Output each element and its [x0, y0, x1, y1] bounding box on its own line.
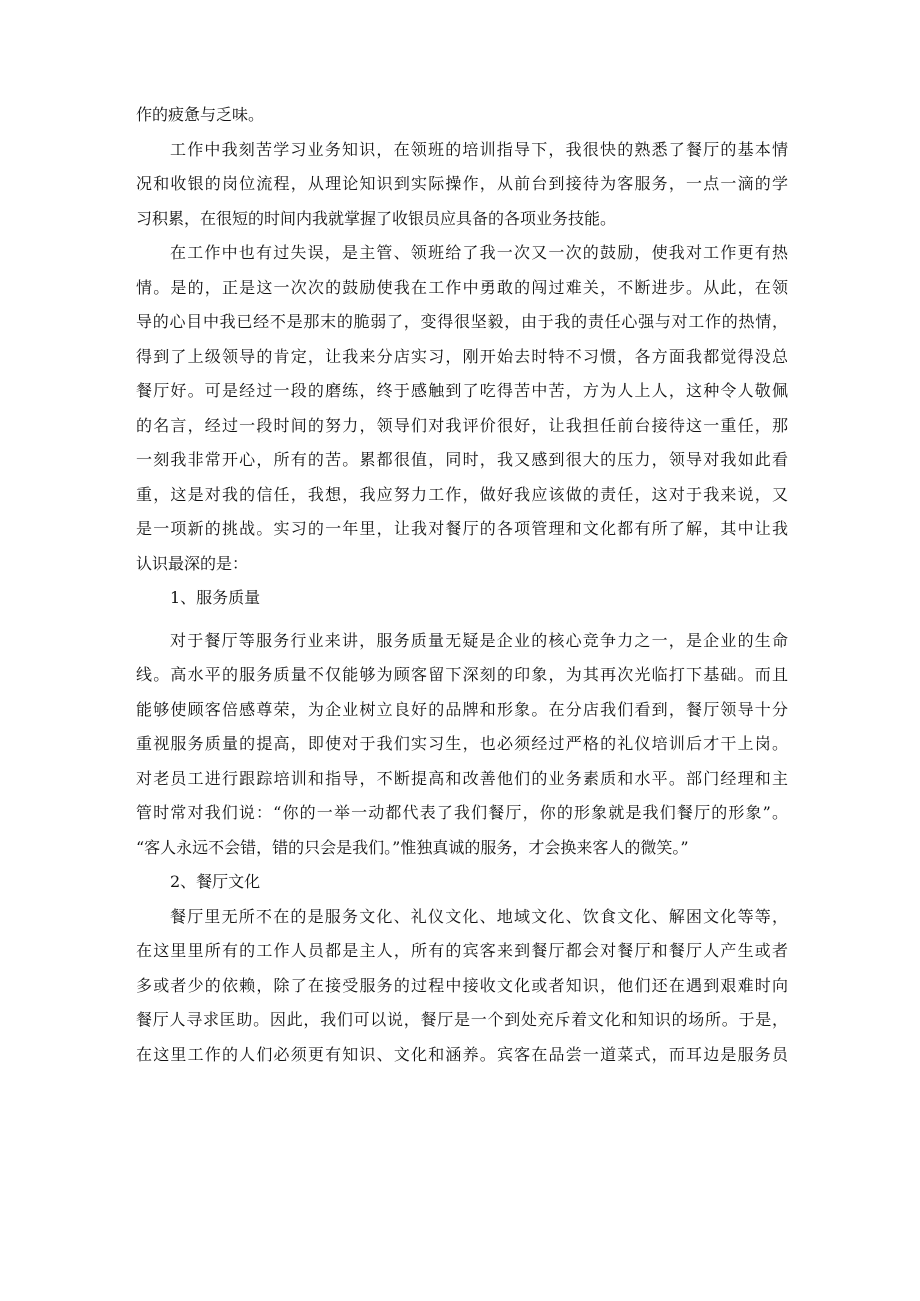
section-heading-restaurant-culture: 2、餐厅文化 [170, 872, 261, 891]
section-gap [136, 616, 788, 624]
paragraph-line: 能够使顾客倍感尊荣，为企业树立良好的品牌和形象。在分店我们看到，餐厅领导十分 [136, 699, 788, 719]
section-heading-service-quality: 1、服务质量 [170, 588, 261, 607]
paragraph-line: 餐厅里无所不在的是服务文化、礼仪文化、地域文化、饮食文化、解困文化等等， [170, 906, 788, 926]
paragraph-line: 对于餐厅等服务行业来讲，服务质量无疑是企业的核心竞争力之一，是企业的生命 [170, 630, 788, 650]
paragraph-line: 多或者少的依赖，除了在接受服务的过程中接收文化或者知识，他们还在遇到艰难时向 [136, 975, 788, 995]
paragraph-line: 情。是的，正是这一次次的鼓励使我在工作中勇敢的闯过难关，不断进步。从此，在领 [136, 277, 788, 297]
paragraph-line: “客人永远不会错，错的只会是我们。”惟独真诚的服务，才会换来客人的微笑。” [136, 837, 689, 857]
document-body [136, 98, 788, 1072]
paragraph-line: 重视服务质量的提高，即使对于我们实习生，也必须经过严格的礼仪培训后才干上岗。 [136, 734, 788, 753]
paragraph-study [136, 133, 788, 237]
paragraph-line: 认识最深的是： [136, 553, 249, 573]
paragraph-line: 管时常对我们说：“你的一举一动都代表了我们餐厅，你的形象就是我们餐厅的形象”。 [136, 803, 788, 822]
paragraph-line: 在这里里所有的工作人员都是主人，所有的宾客来到餐厅都会对餐厅和餐厅人产生或者 [136, 941, 788, 960]
paragraph-line: 对老员工进行跟踪培训和指导，不断提高和改善他们的业务素质和水平。部门经理和主 [136, 768, 788, 788]
paragraph-service [136, 624, 788, 866]
paragraph-line: 工作中我刻苦学习业务知识，在领班的培训指导下，我很快的熟悉了餐厅的基本情 [170, 139, 788, 159]
paragraph-culture [136, 900, 788, 1073]
paragraph-line: 在这里工作的人们必须更有知识、文化和涵养。宾客在品尝一道菜式，而耳边是服务员 [136, 1044, 788, 1064]
paragraph-line: 习积累，在很短的时间内我就掌握了收银员应具备的各项业务技能。 [136, 208, 617, 228]
paragraph-line: 餐厅人寻求匡助。因此，我们可以说，餐厅是一个到处充斥着文化和知识的场所。于是， [136, 1010, 788, 1029]
intro-tail-line: 作的疲惫与乏味。 [136, 105, 265, 124]
paragraph-growth [136, 236, 788, 581]
paragraph-line: 得到了上级领导的肯定，让我来分店实习，刚开始去时特不习惯，各方面我都觉得没总 [136, 346, 788, 366]
paragraph-line: 导的心目中我已经不是那末的脆弱了，变得很坚毅，由于我的责任心强与对工作的热情， [136, 312, 788, 331]
paragraph-line: 况和收银的岗位流程，从理论知识到实际操作，从前台到接待为客服务，一点一滴的学 [136, 174, 788, 193]
paragraph-line: 线。高水平的服务质量不仅能够为顾客留下深刻的印象，为其再次光临打下基础。而且 [136, 665, 788, 684]
paragraph-line: 是一项新的挑战。实习的一年里，让我对餐厅的各项管理和文化都有所了解，其中让我 [136, 519, 788, 538]
paragraph-line: 一刻我非常开心，所有的苦。累都很值，同时，我又感到很大的压力，领导对我如此看 [136, 450, 788, 469]
paragraph-line: 的名言，经过一段时间的努力，领导们对我评价很好，让我担任前台接待这一重任，那 [136, 415, 788, 435]
paragraph-line: 餐厅好。可是经过一段的磨练，终于感触到了吃得苦中苦，方为人上人，这种令人敬佩 [136, 381, 788, 400]
paragraph-line: 在工作中也有过失误，是主管、领班给了我一次又一次的鼓励，使我对工作更有热 [170, 243, 788, 262]
paragraph-line: 重，这是对我的信任，我想，我应努力工作，做好我应该做的责任，这对于我来说，又 [136, 484, 788, 504]
